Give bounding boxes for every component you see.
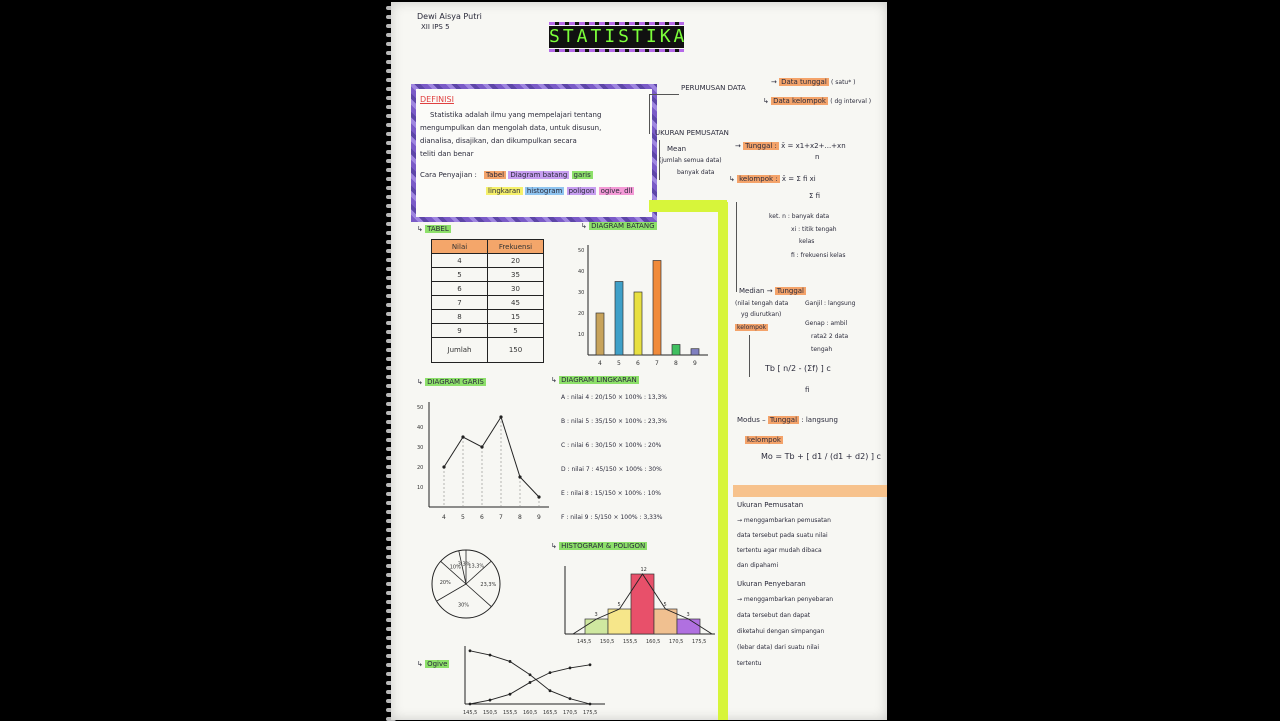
presentation-item: ogive, dll — [600, 187, 633, 195]
frequency-table — [431, 239, 544, 363]
y-tick-label: 30 — [417, 445, 424, 451]
table-header: Frekuensi — [488, 240, 544, 254]
notes-line: dan dipahami — [737, 562, 779, 569]
y-tick-label: 10 — [417, 485, 424, 491]
presentation-item: lingkaran — [488, 187, 521, 195]
presentation-label: Cara Penyajian : — [420, 171, 477, 179]
table-heading: TABEL — [427, 225, 449, 233]
x-tick-label: 160,5 — [523, 710, 538, 716]
ogive-negative-curve — [470, 651, 590, 704]
table-row — [432, 296, 544, 310]
data-tunggal: Data tunggal — [781, 78, 827, 86]
highlighter-strip — [649, 200, 727, 212]
histogram-chart — [559, 562, 719, 647]
modus-formula: Mo = Tb + [ d1 / (d1 + d2) ] c — [761, 452, 881, 461]
bar-value-label: 5 — [663, 602, 667, 608]
table-cell-frekuensi: 20 — [488, 254, 544, 268]
ogive-heading-row: ↳ Ogive — [417, 660, 448, 668]
definition-heading: DEFINISI — [420, 95, 454, 104]
ogive-point — [509, 693, 512, 696]
table-cell-nilai: 9 — [432, 324, 488, 338]
ogive-point — [569, 697, 572, 700]
definition-line: Statistika adalah ilmu yang mempelajari tentang — [430, 111, 602, 119]
modus-langsung: : langsung — [801, 416, 838, 424]
y-tick-label: 40 — [417, 425, 424, 431]
ogive-point — [489, 654, 492, 657]
presentation-item: poligon — [568, 187, 595, 195]
pie-slice-divider — [437, 584, 466, 601]
mean-label: Mean — [667, 145, 687, 153]
ogive-point — [569, 667, 572, 670]
x-tick-label: 4 — [598, 360, 602, 367]
data-point — [461, 435, 464, 438]
ogive-positive-curve — [470, 665, 590, 704]
ogive-point — [489, 699, 492, 702]
ogive-point — [529, 673, 532, 676]
table-cell-nilai: Jumlah — [432, 338, 488, 363]
ogive-heading: Ogive — [427, 660, 448, 668]
hist-heading-row: ↳ HISTOGRAM & POLIGON — [551, 542, 646, 550]
x-tick-label: 9 — [537, 514, 541, 521]
table-cell-nilai: 6 — [432, 282, 488, 296]
bar — [653, 261, 661, 356]
x-tick-label: 5 — [617, 360, 621, 367]
ogive-point — [469, 703, 472, 706]
genap-text: Genap : ambil — [805, 320, 848, 327]
mean-formula-kb: Σ fi — [809, 192, 821, 200]
bar — [672, 345, 680, 356]
x-tick-label: 9 — [693, 360, 697, 367]
pie-calc-line: B : nilai 5 : 35/150 × 100% : 23,3% — [561, 418, 667, 425]
modus-row: Modus – Tunggal : langsung — [737, 416, 838, 424]
data-tunggal-note: ( satu* ) — [831, 79, 856, 86]
bar-value-label: 5 — [617, 602, 621, 608]
histogram-bar — [585, 619, 608, 634]
genap-text: rata2 2 data — [811, 333, 849, 340]
author-name: Dewi Aisya Putri — [417, 12, 482, 21]
data-point — [518, 475, 521, 478]
notes-line: data tersebut dan dapat — [737, 612, 811, 619]
bar — [615, 282, 623, 356]
definition-box — [411, 84, 657, 222]
ogive-chart — [451, 642, 611, 720]
pie-heading: DIAGRAM LINGKARAN — [561, 376, 637, 384]
mean-tunggal-row: → Tunggal : x̄ = x1+x2+...+xn — [735, 142, 846, 150]
bar — [691, 349, 699, 355]
x-tick-label: 145,5 — [463, 710, 478, 716]
y-tick-label: 10 — [578, 332, 585, 338]
ogive-point — [529, 681, 532, 684]
x-tick-label: 7 — [655, 360, 659, 367]
histogram-heading: HISTOGRAM & POLIGON — [561, 542, 646, 550]
author-class: XII IPS 5 — [421, 23, 450, 31]
table-cell-nilai: 5 — [432, 268, 488, 282]
table-cell-nilai: 8 — [432, 310, 488, 324]
median-formula: Tb [ n/2 - (Σf) ] c — [765, 364, 831, 373]
ukuran-label: UKURAN PEMUSATAN — [655, 129, 729, 137]
connector — [649, 94, 650, 134]
modus-kelompok-row — [745, 436, 783, 444]
ogive-point — [589, 663, 592, 666]
median-note: yg diurutkan) — [741, 311, 782, 318]
table-cell-frekuensi: 15 — [488, 310, 544, 324]
x-tick-label: 155,5 — [623, 639, 638, 645]
y-tick-label: 20 — [578, 311, 585, 317]
notes-line: diketahui dengan simpangan — [737, 628, 825, 635]
mean-note: banyak data — [677, 169, 715, 176]
pie-slice-label: 20% — [439, 579, 451, 586]
ganjil-text: Ganjil : langsung — [805, 300, 856, 307]
notes-line: (lebar data) dari suatu nilai — [737, 644, 819, 651]
keterangan: xi : titik tengah — [791, 226, 837, 233]
data-kelompok-note: ( dg interval ) — [830, 98, 872, 105]
table-heading-row: ↳ TABEL — [417, 225, 449, 233]
ogive-point — [549, 689, 552, 692]
data-kelompok-row: ↳ Data kelompok ( dg interval ) — [763, 97, 872, 105]
modus-tunggal: Tunggal — [769, 416, 798, 424]
pie-calc-line: A : nilai 4 : 20/150 × 100% : 13,3% — [561, 394, 667, 401]
table-cell-nilai: 7 — [432, 296, 488, 310]
mean-tunggal: Tunggal : — [745, 142, 777, 150]
pie-calc-line: C : nilai 6 : 30/150 × 100% : 20% — [561, 442, 662, 449]
x-tick-label: 170,5 — [563, 710, 578, 716]
mean-note: (jumlah semua data) — [659, 157, 722, 164]
pie-calc-line: F : nilai 9 : 5/150 × 100% : 3,33% — [561, 514, 663, 521]
notes-line: → menggambarkan pemusatan — [737, 517, 831, 524]
definition-line: teliti dan benar — [420, 150, 474, 158]
ogive-point — [589, 703, 592, 706]
x-tick-label: 160,5 — [646, 639, 661, 645]
data-tunggal-row: → Data tunggal ( satu* ) — [771, 78, 856, 86]
y-tick-label: 40 — [578, 269, 585, 275]
data-point — [442, 465, 445, 468]
x-tick-label: 150,5 — [600, 639, 615, 645]
presentation-item: garis — [573, 171, 591, 179]
bar-chart-heading: DIAGRAM BATANG — [591, 222, 655, 230]
notes-line: tertentu — [737, 660, 762, 667]
line-heading-row: ↳ DIAGRAM GARIS — [417, 378, 484, 386]
pie-slice-label: 23,3% — [480, 581, 497, 588]
mean-kelompok-row: ↳ kelompok : x̄ = Σ fi xi — [729, 175, 816, 183]
x-tick-label: 175,5 — [583, 710, 598, 716]
data-point — [480, 445, 483, 448]
table-cell-frekuensi: 35 — [488, 268, 544, 282]
table-row — [432, 254, 544, 268]
line-chart-heading: DIAGRAM GARIS — [427, 378, 484, 386]
x-tick-label: 165,5 — [543, 710, 558, 716]
bar-value-label: 3 — [686, 612, 690, 618]
median-row: Median → Tunggal — [739, 287, 805, 295]
presentation-item: Tabel — [486, 171, 505, 179]
x-tick-label: 6 — [480, 514, 484, 521]
median-label: Median — [739, 287, 765, 295]
pie-slice-label: 3,3% — [457, 561, 471, 568]
ogive-point — [549, 671, 552, 674]
keterangan: fi : frekuensi kelas — [791, 252, 846, 259]
ogive-point — [509, 660, 512, 663]
y-tick-label: 20 — [417, 465, 424, 471]
x-tick-label: 150,5 — [483, 710, 498, 716]
line-chart — [411, 392, 551, 527]
x-tick-label: 6 — [636, 360, 640, 367]
x-tick-label: 4 — [442, 514, 446, 521]
x-tick-label: 8 — [518, 514, 522, 521]
perumusan-label: PERUMUSAN DATA — [681, 84, 746, 92]
mean-formula-k: x̄ = Σ fi xi — [781, 175, 816, 183]
table-cell-nilai: 4 — [432, 254, 488, 268]
bar-value-label: 3 — [594, 612, 598, 618]
mean-kelompok: kelompok : — [739, 175, 778, 183]
presentation-row-2 — [486, 187, 634, 195]
pie-slice-label: 13,3% — [468, 563, 485, 570]
median-note: (nilai tengah data — [735, 300, 789, 307]
page-title: STATISTIKA — [549, 26, 688, 47]
data-point — [537, 495, 540, 498]
definition-line: dianalisa, disajikan, dan dikumpulkan secara — [420, 137, 577, 145]
bar — [596, 313, 604, 355]
definition-line: mengumpulkan dan mengolah data, untuk disusun, — [420, 124, 602, 132]
ogive-point — [469, 649, 472, 652]
pie-slice-label: 30% — [457, 602, 470, 609]
pie-calc-line: E : nilai 8 : 15/150 × 100% : 10% — [561, 490, 661, 497]
highlighter-strip — [718, 202, 728, 720]
line-series — [444, 417, 539, 497]
x-tick-label: 5 — [461, 514, 465, 521]
tape-strip — [733, 485, 887, 497]
table-cell-frekuensi: 30 — [488, 282, 544, 296]
x-tick-label: 170,5 — [669, 639, 684, 645]
pie-slice-label: 10% — [449, 564, 461, 571]
x-tick-label: 145,5 — [577, 639, 592, 645]
connector — [736, 202, 737, 292]
pie-heading-row: ↳ DIAGRAM LINGKARAN — [551, 376, 637, 384]
modus-label: Modus — [737, 416, 760, 424]
median-kelompok-row — [735, 324, 768, 331]
data-point — [499, 415, 502, 418]
mean-formula-denominator: n — [815, 153, 820, 161]
notes-line: → menggambarkan penyebaran — [737, 596, 834, 603]
x-tick-label: 155,5 — [503, 710, 518, 716]
y-tick-label: 50 — [417, 405, 424, 411]
x-tick-label: 8 — [674, 360, 678, 367]
connector — [749, 335, 750, 377]
notes-title: Ukuran Penyebaran — [737, 580, 806, 588]
x-tick-label: 175,5 — [692, 639, 707, 645]
presentation-item: Diagram batang — [510, 171, 568, 179]
y-tick-label: 50 — [578, 248, 585, 254]
x-tick-label: 7 — [499, 514, 503, 521]
presentation-item: histogram — [526, 187, 563, 195]
y-tick-label: 30 — [578, 290, 585, 296]
histogram-bar — [677, 619, 700, 634]
modus-kelompok: kelompok — [747, 436, 781, 444]
table-row — [432, 310, 544, 324]
genap-text: tengah — [811, 346, 833, 353]
notes-line: data tersebut pada suatu nilai — [737, 532, 828, 539]
notebook-page — [391, 2, 887, 720]
table-row — [432, 324, 544, 338]
median-kelompok: kelompok — [737, 324, 767, 331]
median-formula-denominator: fi — [805, 386, 810, 394]
bar-chart — [566, 237, 716, 372]
bar-value-label: 12 — [640, 567, 647, 573]
table-row — [432, 268, 544, 282]
median-tunggal: Tunggal — [776, 287, 805, 295]
table-row — [432, 338, 544, 363]
bar — [634, 292, 642, 355]
bar-heading-row: ↳ DIAGRAM BATANG — [581, 222, 655, 230]
table-cell-frekuensi: 5 — [488, 324, 544, 338]
presentation-row-1 — [484, 171, 593, 179]
connector — [649, 94, 679, 95]
pie-calc-line: D : nilai 7 : 45/150 × 100% : 30% — [561, 466, 662, 473]
keterangan: ket. n : banyak data — [769, 213, 830, 220]
table-row — [432, 282, 544, 296]
keterangan: kelas — [799, 238, 815, 245]
notes-line: tertentu agar mudah dibaca — [737, 547, 822, 554]
table-header: Nilai — [432, 240, 488, 254]
histogram-bar — [631, 574, 654, 634]
notes-title: Ukuran Pemusatan — [737, 501, 804, 509]
table-cell-frekuensi: 150 — [488, 338, 544, 363]
pie-chart — [421, 542, 511, 622]
data-kelompok: Data kelompok — [773, 97, 826, 105]
table-cell-frekuensi: 45 — [488, 296, 544, 310]
mean-formula: x̄ = x1+x2+...+xn — [781, 142, 846, 150]
